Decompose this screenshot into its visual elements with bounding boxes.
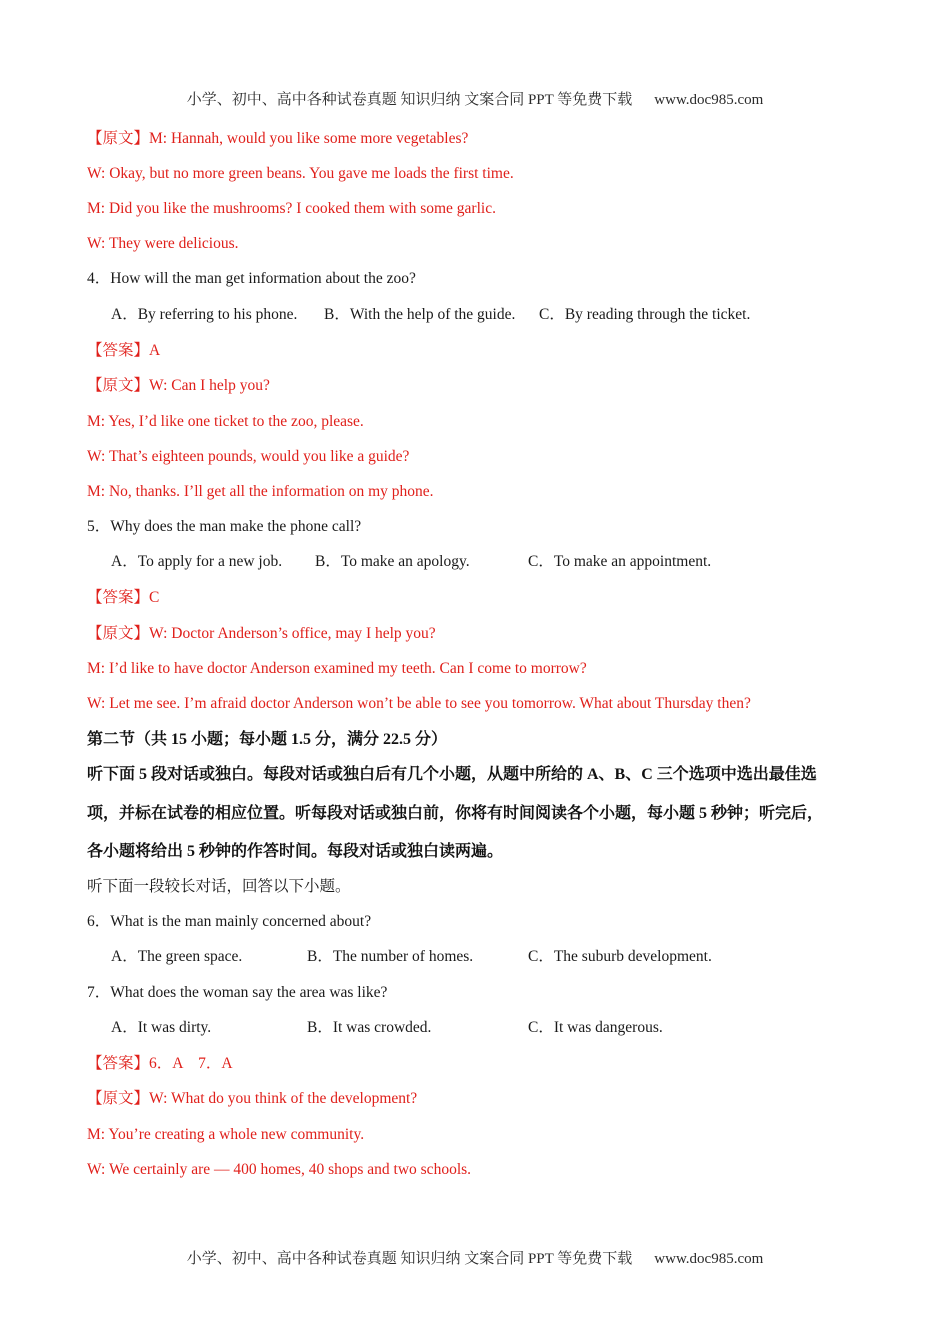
transcript-line: 【原文】M: Hannah, would you like some more vegetables? [87,130,469,147]
q5-option-c[interactable]: C．To make an appointment. [528,553,712,570]
question-4: 4．How will the man get information about the zoo? [87,270,416,287]
transcript-tag: 【原文】 [87,377,150,394]
q5-option-b[interactable]: B．To make an apology. [315,553,470,570]
q4-option-c[interactable]: C．By reading through the ticket. [539,306,751,323]
section-instructions: 听下面 5 段对话或独白。每段对话或独白后有几个小题，从题中所给的 A、B、C 三个选项中选出最佳选 [87,766,817,783]
q6-option-b[interactable]: B．The number of homes. [307,948,474,965]
transcript-line: 【原文】W: What do you think of the development? [87,1090,418,1107]
transcript-line: W: We certainly are — 400 homes, 40 shops and two schools. [87,1161,472,1178]
q4-answer: 【答案】A [87,342,161,359]
transcript-line: 【原文】W: Doctor Anderson’s office, may I help you? [87,625,436,642]
q4-option-b[interactable]: B．With the help of the guide. [324,306,516,323]
question-7: 7．What does the woman say the area was like? [87,984,388,1001]
footer-text: 小学、初中、高中各种试卷真题 知识归纳 文案合同 PPT 等免费下载 [186,1251,633,1267]
transcript-line: W: Let me see. I’m afraid doctor Anderson won’t be able to see you tomorrow. What about Thursday then? [87,695,751,712]
question-6: 6．What is the man mainly concerned about? [87,913,372,930]
question-5: 5．Why does the man make the phone call? [87,518,362,535]
q6-option-a[interactable]: A．The green space. [111,948,243,965]
transcript-line: 【原文】W: Can I help you? [87,377,270,394]
section-title: 第二节（共 15 小题；每小题 1.5 分，满分 22.5 分） [87,731,448,748]
header-url[interactable]: www.doc985.com [654,92,764,108]
transcript-tag: 【原文】 [87,625,150,642]
q6-option-c[interactable]: C．The suburb development. [528,948,712,965]
section-instructions: 项，并标在试卷的相应位置。听每段对话或独白前，你将有时间阅读各个小题，每小题 5 秒钟；听完后， [87,805,824,822]
q7-option-c[interactable]: C．It was dangerous. [528,1019,663,1036]
transcript-line: W: Okay, but no more green beans. You gave me loads the first time. [87,165,514,182]
transcript-line: W: That’s eighteen pounds, would you like a guide? [87,448,410,465]
header-text: 小学、初中、高中各种试卷真题 知识归纳 文案合同 PPT 等免费下载 [186,92,633,108]
page-header [0,88,950,109]
section-intro: 听下面一段较长对话，回答以下小题。 [87,878,351,895]
transcript-line: M: Yes, I’d like one ticket to the zoo, please. [87,413,364,430]
q5-answer: 【答案】C [87,589,160,606]
q6-7-answer: 【答案】6．A 7．A [87,1055,233,1072]
page-footer [0,1247,950,1268]
transcript-tag: 【原文】 [87,1090,150,1107]
transcript-line: W: They were delicious. [87,235,239,252]
q5-option-a[interactable]: A．To apply for a new job. [111,553,283,570]
q7-option-b[interactable]: B．It was crowded. [307,1019,432,1036]
section-instructions: 各小题将给出 5 秒钟的作答时间。每段对话或独白读两遍。 [87,843,504,860]
q4-option-a[interactable]: A．By referring to his phone. [111,306,298,323]
transcript-line: M: No, thanks. I’ll get all the information on my phone. [87,483,434,500]
q7-option-a[interactable]: A．It was dirty. [111,1019,212,1036]
transcript-line: M: I’d like to have doctor Anderson examined my teeth. Can I come to morrow? [87,660,587,677]
transcript-line: M: You’re creating a whole new community. [87,1126,365,1143]
transcript-line: M: Did you like the mushrooms? I cooked them with some garlic. [87,200,496,217]
transcript-tag: 【原文】 [87,130,150,147]
footer-url[interactable]: www.doc985.com [654,1251,764,1267]
